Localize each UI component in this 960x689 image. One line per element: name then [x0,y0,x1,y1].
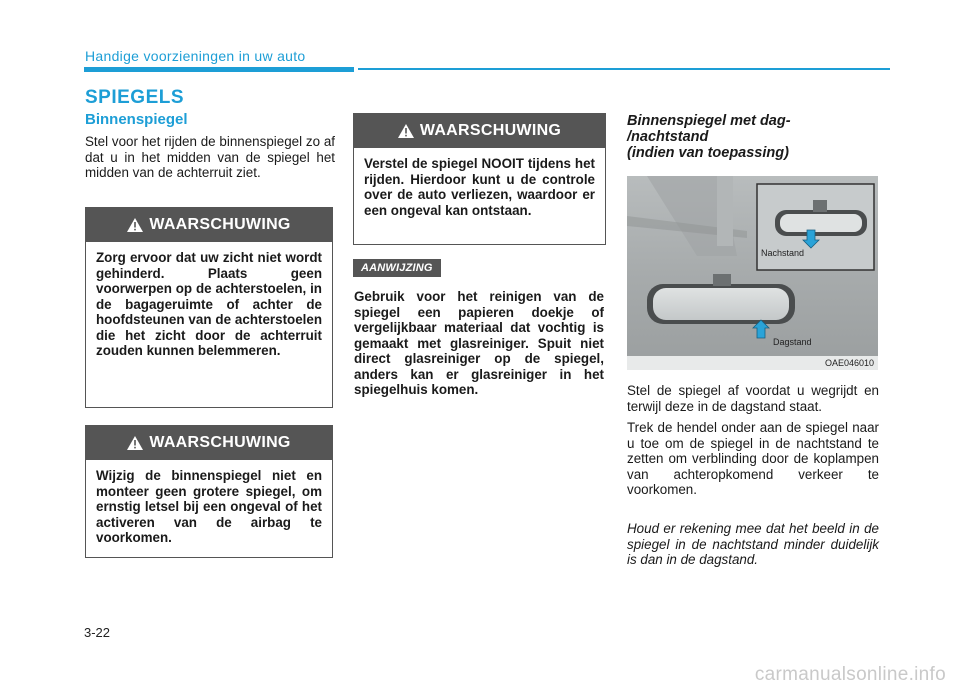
warning-heading-1: WAARSCHUWING [149,216,291,233]
warning-text-3: Verstel de spiegel NOOIT tijdens het rijden. Hierdoor kunt u de controle over de auto verliezen, waardoor er een ongeval kan ontstaan. [364,156,595,218]
daynight-title-line-3: (indien van toepassing) [627,145,789,161]
note-tag: AANWIJZING [353,259,441,277]
photo-code: OAE046010 [824,358,874,368]
warning-text-2: Wijzig de binnenspiegel niet en monteer geen grotere spiegel, om ernstig letsel bij een ongeval of het activeren van de airbag te voorkomen. [96,468,322,545]
intro-paragraph: Stel voor het rijden de binnenspiegel zo af dat u in het midden van de spiegel het midden van de achterruit ziet. [85,134,335,180]
daynight-para-1: Stel de spiegel af voordat u wegrijdt en terwijl deze in de dagstand staat. [627,383,879,414]
watermark-footer: carmanualsonline.info [754,664,946,685]
page-number: 3-22 [84,625,111,640]
photo-label-day: Dagstand [773,337,812,347]
mirror-photo [627,176,878,370]
daynight-title-line-1: Binnenspiegel met dag- [627,113,791,129]
section-header: Handige voorzieningen in uw auto [85,48,306,64]
warning-heading-2: WAARSCHUWING [149,434,291,451]
warning-box-2 [85,425,333,558]
header-rule-thin [358,68,890,70]
mirror-illustration [627,176,878,370]
note-text: Gebruik voor het reinigen van de spiegel een papieren doekje of vergelijkbaar materiaal dat vochtig is gemaakt met glasreiniger. Spuit niet direct glasreiniger op de spiegel, anders kan er glasreiniger in het spiegelhuis komen. [354,289,604,397]
warning-box-3 [353,113,606,245]
daynight-title [627,113,887,161]
warning-header-3 [354,114,605,148]
warning-header-2 [86,426,332,460]
sub-title: Binnenspiegel [85,111,188,128]
warning-triangle-icon [127,436,143,450]
warning-header-1 [86,208,332,242]
warning-triangle-icon [127,218,143,232]
daynight-para-2: Trek de hendel onder aan de spiegel naar u toe om de spiegel in de nachtstand te zetten om verblinding door de koplampen van achteropkomend verkeer te voorkomen. [627,420,879,497]
header-rule-thick [84,67,354,72]
daynight-title-line-2: /nachtstand [627,129,709,145]
daynight-para-3: Houd er rekening mee dat het beeld in de spiegel in de nachtstand minder duidelijk is dan in de dagstand. [627,521,879,567]
warning-heading-3: WAARSCHUWING [419,122,562,139]
warning-triangle-icon [398,124,414,138]
page-title: SPIEGELS [85,87,185,108]
photo-label-night: Nachstand [761,248,805,258]
warning-box-1 [85,207,333,408]
warning-text-1: Zorg ervoor dat uw zicht niet wordt gehinderd. Plaats geen voorwerpen op de achterstoelen, in de bagageruimte of achter de hoofdsteunen van de achterstoelen die het zicht door de achterruit zouden kunnen belemmeren. [96,250,322,358]
